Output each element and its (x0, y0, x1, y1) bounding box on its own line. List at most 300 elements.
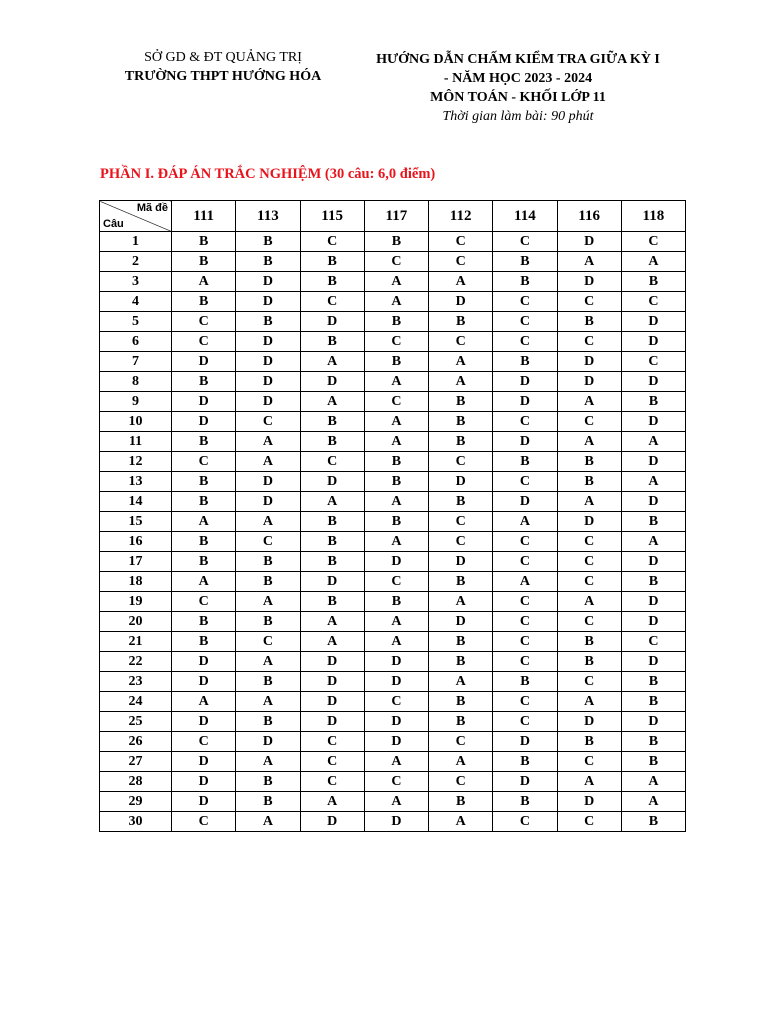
answer-cell: B (236, 252, 300, 272)
answer-cell: C (429, 772, 493, 792)
table-row (100, 332, 686, 352)
answer-cell: C (172, 732, 236, 752)
answer-cell: C (493, 332, 557, 352)
answer-cell: D (557, 512, 621, 532)
answer-cell: C (621, 232, 685, 252)
answer-cell: A (364, 532, 428, 552)
answer-cell: D (300, 712, 364, 732)
question-number: 20 (100, 612, 172, 632)
answer-cell: A (493, 512, 557, 532)
answer-cell: D (236, 272, 300, 292)
answer-cell: B (557, 452, 621, 472)
answer-cell: A (300, 612, 364, 632)
answer-cell: D (621, 652, 685, 672)
question-number: 28 (100, 772, 172, 792)
table-row (100, 232, 686, 252)
answer-cell: D (172, 712, 236, 732)
answer-cell: B (364, 512, 428, 532)
answer-cell: C (236, 412, 300, 432)
answer-cell: B (300, 512, 364, 532)
answer-cell: B (236, 552, 300, 572)
answer-cell: A (429, 372, 493, 392)
answer-cell: A (236, 512, 300, 532)
answer-cell: C (493, 652, 557, 672)
answer-cell: D (364, 712, 428, 732)
answer-cell: A (621, 772, 685, 792)
answer-cell: B (429, 392, 493, 412)
answer-cell: B (621, 572, 685, 592)
question-number: 3 (100, 272, 172, 292)
answer-cell: B (300, 252, 364, 272)
question-number: 14 (100, 492, 172, 512)
answer-cell: B (493, 752, 557, 772)
answer-cell: A (429, 672, 493, 692)
question-number: 1 (100, 232, 172, 252)
table-row (100, 812, 686, 832)
exam-code-header: 111 (172, 201, 236, 232)
answer-cell: D (621, 492, 685, 512)
answer-cell: A (172, 692, 236, 712)
answer-cell: A (429, 592, 493, 612)
answer-cell: B (557, 732, 621, 752)
answer-cell: A (557, 392, 621, 412)
answer-cell: C (493, 692, 557, 712)
answer-cell: B (493, 352, 557, 372)
answer-cell: B (236, 772, 300, 792)
answer-cell: A (300, 352, 364, 372)
answer-cell: C (236, 632, 300, 652)
answer-cell: A (557, 592, 621, 612)
section-title: PHẦN I. ĐÁP ÁN TRẮC NGHIỆM (30 câu: 6,0 điểm) (100, 166, 436, 182)
answer-cell: D (557, 712, 621, 732)
answer-cell: C (429, 452, 493, 472)
table-row (100, 492, 686, 512)
table-row (100, 252, 686, 272)
answer-cell: B (429, 492, 493, 512)
answer-cell: B (236, 612, 300, 632)
answer-cell: A (236, 592, 300, 612)
question-number: 11 (100, 432, 172, 452)
exam-code-label: Mã đề (136, 202, 168, 214)
answer-cell: B (364, 312, 428, 332)
answer-cell: C (300, 452, 364, 472)
answer-cell: D (429, 552, 493, 572)
answer-cell: A (236, 432, 300, 452)
answer-cell: D (364, 652, 428, 672)
answer-cell: D (300, 472, 364, 492)
table-row (100, 732, 686, 752)
question-number: 13 (100, 472, 172, 492)
answer-cell: A (557, 692, 621, 712)
answer-cell: D (429, 472, 493, 492)
answer-key-table (99, 200, 686, 832)
table-row (100, 452, 686, 472)
table-row (100, 392, 686, 412)
question-number: 17 (100, 552, 172, 572)
table-row (100, 792, 686, 812)
table-row (100, 312, 686, 332)
answer-cell: A (557, 252, 621, 272)
table-row (100, 772, 686, 792)
answer-cell: A (172, 572, 236, 592)
question-number: 24 (100, 692, 172, 712)
answer-cell: C (429, 332, 493, 352)
table-row (100, 272, 686, 292)
question-number: 16 (100, 532, 172, 552)
answer-cell: C (172, 312, 236, 332)
answer-cell: D (493, 432, 557, 452)
answer-cell: B (557, 312, 621, 332)
table-row (100, 692, 686, 712)
answer-cell: A (172, 512, 236, 532)
question-number: 30 (100, 812, 172, 832)
answer-cell: C (493, 312, 557, 332)
answer-cell: B (300, 552, 364, 572)
answer-cell: C (364, 392, 428, 412)
answer-cell: B (300, 592, 364, 612)
answer-cell: A (364, 432, 428, 452)
answer-cell: B (172, 252, 236, 272)
answer-cell: C (172, 812, 236, 832)
answer-cell: C (300, 772, 364, 792)
answer-cell: B (429, 792, 493, 812)
answer-cell: B (429, 432, 493, 452)
question-number: 18 (100, 572, 172, 592)
answer-cell: A (236, 812, 300, 832)
answer-cell: C (493, 612, 557, 632)
table-row (100, 592, 686, 612)
answer-cell: A (557, 772, 621, 792)
answer-cell: A (621, 472, 685, 492)
answer-cell: B (172, 372, 236, 392)
table-row (100, 612, 686, 632)
answer-cell: C (300, 732, 364, 752)
school-year: - NĂM HỌC 2023 - 2024 (443, 71, 593, 86)
table-header-row (100, 201, 686, 232)
answer-cell: C (493, 292, 557, 312)
answer-cell: B (493, 452, 557, 472)
answer-cell: B (364, 452, 428, 472)
answer-cell: D (493, 732, 557, 752)
answer-cell: B (493, 672, 557, 692)
answer-cell: D (300, 312, 364, 332)
answer-cell: B (236, 672, 300, 692)
question-number: 21 (100, 632, 172, 652)
answer-cell: B (429, 412, 493, 432)
table-row (100, 752, 686, 772)
answer-cell: C (557, 612, 621, 632)
answer-cell: A (429, 352, 493, 372)
question-number: 25 (100, 712, 172, 732)
answer-cell: B (364, 352, 428, 372)
answer-cell: D (621, 612, 685, 632)
exam-code-header: 112 (429, 201, 493, 232)
answer-cell: C (364, 572, 428, 592)
answer-cell: C (364, 252, 428, 272)
answer-cell: D (557, 372, 621, 392)
answer-cell: B (621, 672, 685, 692)
answer-cell: D (429, 292, 493, 312)
answer-cell: C (557, 332, 621, 352)
question-number: 15 (100, 512, 172, 532)
answer-cell: A (557, 432, 621, 452)
answer-cell: D (236, 332, 300, 352)
question-number: 5 (100, 312, 172, 332)
answer-cell: B (429, 632, 493, 652)
question-number: 6 (100, 332, 172, 352)
answer-cell: C (493, 712, 557, 732)
answer-cell: D (364, 812, 428, 832)
answer-cell: A (621, 792, 685, 812)
answer-cell: B (557, 652, 621, 672)
answer-cell: C (621, 352, 685, 372)
answer-cell: A (621, 252, 685, 272)
answer-cell: A (364, 412, 428, 432)
answer-cell: B (300, 412, 364, 432)
answer-cell: D (621, 592, 685, 612)
answer-cell: D (493, 492, 557, 512)
answer-table-body (100, 232, 686, 832)
answer-cell: A (621, 432, 685, 452)
school-name: TRƯỜNG THPT HƯỚNG HÓA (124, 69, 322, 84)
answer-cell: B (172, 432, 236, 452)
answer-cell: A (364, 292, 428, 312)
exam-code-header: 117 (364, 201, 428, 232)
answer-cell: D (300, 812, 364, 832)
answer-cell: C (557, 572, 621, 592)
answer-cell: D (557, 232, 621, 252)
answer-cell: D (493, 392, 557, 412)
answer-cell: C (429, 512, 493, 532)
question-number: 29 (100, 792, 172, 812)
answer-cell: D (236, 372, 300, 392)
question-number: 4 (100, 292, 172, 312)
table-corner-cell (100, 201, 172, 232)
exam-code-header: 114 (493, 201, 557, 232)
answer-cell: D (236, 292, 300, 312)
answer-cell: C (364, 332, 428, 352)
answer-cell: D (429, 612, 493, 632)
answer-cell: B (236, 572, 300, 592)
table-row (100, 412, 686, 432)
answer-cell: A (364, 752, 428, 772)
answer-cell: B (493, 252, 557, 272)
answer-cell: C (557, 812, 621, 832)
table-row (100, 512, 686, 532)
answer-cell: C (557, 292, 621, 312)
answer-cell: C (364, 772, 428, 792)
answer-cell: A (364, 272, 428, 292)
answer-cell: B (172, 532, 236, 552)
exam-code-header: 113 (236, 201, 300, 232)
question-number: 27 (100, 752, 172, 772)
answer-cell: C (429, 232, 493, 252)
answer-cell: A (429, 812, 493, 832)
answer-cell: B (172, 232, 236, 252)
answer-cell: B (621, 272, 685, 292)
answer-cell: A (172, 272, 236, 292)
answer-cell: C (172, 332, 236, 352)
answer-cell: B (429, 312, 493, 332)
answer-cell: D (236, 472, 300, 492)
question-number: 23 (100, 672, 172, 692)
answer-cell: D (557, 352, 621, 372)
answer-cell: B (429, 712, 493, 732)
answer-cell: D (621, 552, 685, 572)
answer-cell: D (493, 372, 557, 392)
answer-cell: C (493, 412, 557, 432)
answer-cell: D (621, 312, 685, 332)
answer-cell: B (621, 752, 685, 772)
answer-cell: C (493, 592, 557, 612)
answer-cell: C (429, 732, 493, 752)
answer-cell: B (172, 612, 236, 632)
answer-cell: C (364, 692, 428, 712)
answer-cell: B (364, 592, 428, 612)
answer-cell: A (300, 392, 364, 412)
answer-cell: C (172, 452, 236, 472)
table-row (100, 712, 686, 732)
table-row (100, 352, 686, 372)
answer-cell: D (172, 652, 236, 672)
table-row (100, 532, 686, 552)
answer-cell: C (300, 292, 364, 312)
question-label: Câu (103, 218, 124, 230)
answer-cell: A (429, 272, 493, 292)
answer-cell: A (300, 792, 364, 812)
exam-code-header: 118 (621, 201, 685, 232)
answer-cell: C (557, 752, 621, 772)
answer-cell: D (172, 672, 236, 692)
answer-cell: D (300, 672, 364, 692)
answer-cell: A (300, 632, 364, 652)
answer-cell: A (429, 752, 493, 772)
answer-cell: A (364, 372, 428, 392)
answer-cell: D (172, 752, 236, 772)
question-number: 10 (100, 412, 172, 432)
answer-cell: A (236, 452, 300, 472)
answer-cell: D (236, 392, 300, 412)
answer-cell: C (557, 532, 621, 552)
answer-cell: A (493, 572, 557, 592)
answer-cell: D (300, 572, 364, 592)
answer-cell: B (621, 692, 685, 712)
table-row (100, 292, 686, 312)
answer-cell: C (557, 412, 621, 432)
answer-cell: C (300, 752, 364, 772)
answer-cell: D (172, 412, 236, 432)
answer-cell: B (429, 652, 493, 672)
answer-cell: B (172, 492, 236, 512)
answer-cell: D (300, 372, 364, 392)
answer-cell: A (364, 632, 428, 652)
answer-cell: D (364, 672, 428, 692)
answer-cell: A (300, 492, 364, 512)
table-row (100, 672, 686, 692)
answer-cell: D (364, 732, 428, 752)
answer-cell: B (429, 572, 493, 592)
header-left (98, 48, 348, 86)
question-number: 19 (100, 592, 172, 612)
question-number: 2 (100, 252, 172, 272)
answer-cell: A (364, 792, 428, 812)
table-row (100, 372, 686, 392)
table-row (100, 552, 686, 572)
answer-cell: A (621, 532, 685, 552)
answer-cell: A (557, 492, 621, 512)
answer-cell: B (493, 272, 557, 292)
header-right (358, 50, 678, 126)
answer-cell: A (236, 752, 300, 772)
answer-cell: B (300, 532, 364, 552)
answer-cell: C (172, 592, 236, 612)
answer-cell: B (236, 232, 300, 252)
answer-cell: A (364, 612, 428, 632)
answer-cell: C (493, 552, 557, 572)
answer-cell: B (172, 632, 236, 652)
answer-cell: A (236, 652, 300, 672)
answer-cell: B (429, 692, 493, 712)
answer-cell: B (300, 432, 364, 452)
department-name: SỞ GD & ĐT QUẢNG TRỊ (144, 50, 302, 65)
answer-cell: D (172, 352, 236, 372)
question-number: 12 (100, 452, 172, 472)
answer-cell: C (557, 672, 621, 692)
answer-cell: D (621, 372, 685, 392)
answer-cell: B (236, 712, 300, 732)
subject-title: MÔN TOÁN - KHỐI LỚP 11 (430, 90, 606, 105)
answer-cell: C (493, 532, 557, 552)
answer-cell: C (621, 292, 685, 312)
question-number: 8 (100, 372, 172, 392)
question-number: 9 (100, 392, 172, 412)
exam-code-header: 115 (300, 201, 364, 232)
answer-cell: B (236, 312, 300, 332)
answer-cell: D (236, 732, 300, 752)
answer-cell: C (429, 532, 493, 552)
answer-cell: D (172, 792, 236, 812)
answer-cell: B (364, 472, 428, 492)
answer-cell: C (300, 232, 364, 252)
answer-cell: D (621, 712, 685, 732)
question-number: 26 (100, 732, 172, 752)
answer-cell: D (236, 352, 300, 372)
answer-cell: D (236, 492, 300, 512)
answer-cell: B (621, 812, 685, 832)
answer-cell: D (300, 692, 364, 712)
table-row (100, 652, 686, 672)
answer-cell: D (493, 772, 557, 792)
question-number: 7 (100, 352, 172, 372)
answer-cell: C (493, 812, 557, 832)
exam-code-header: 116 (557, 201, 621, 232)
answer-cell: B (236, 792, 300, 812)
answer-cell: A (364, 492, 428, 512)
answer-cell: D (172, 392, 236, 412)
answer-cell: D (557, 792, 621, 812)
answer-cell: C (621, 632, 685, 652)
answer-cell: B (300, 332, 364, 352)
question-number: 22 (100, 652, 172, 672)
answer-cell: D (364, 552, 428, 572)
answer-cell: A (236, 692, 300, 712)
answer-cell: B (172, 472, 236, 492)
table-row (100, 572, 686, 592)
exam-duration: Thời gian làm bài: 90 phút (442, 109, 594, 124)
answer-cell: C (493, 472, 557, 492)
answer-cell: B (621, 732, 685, 752)
answer-cell: D (300, 652, 364, 672)
